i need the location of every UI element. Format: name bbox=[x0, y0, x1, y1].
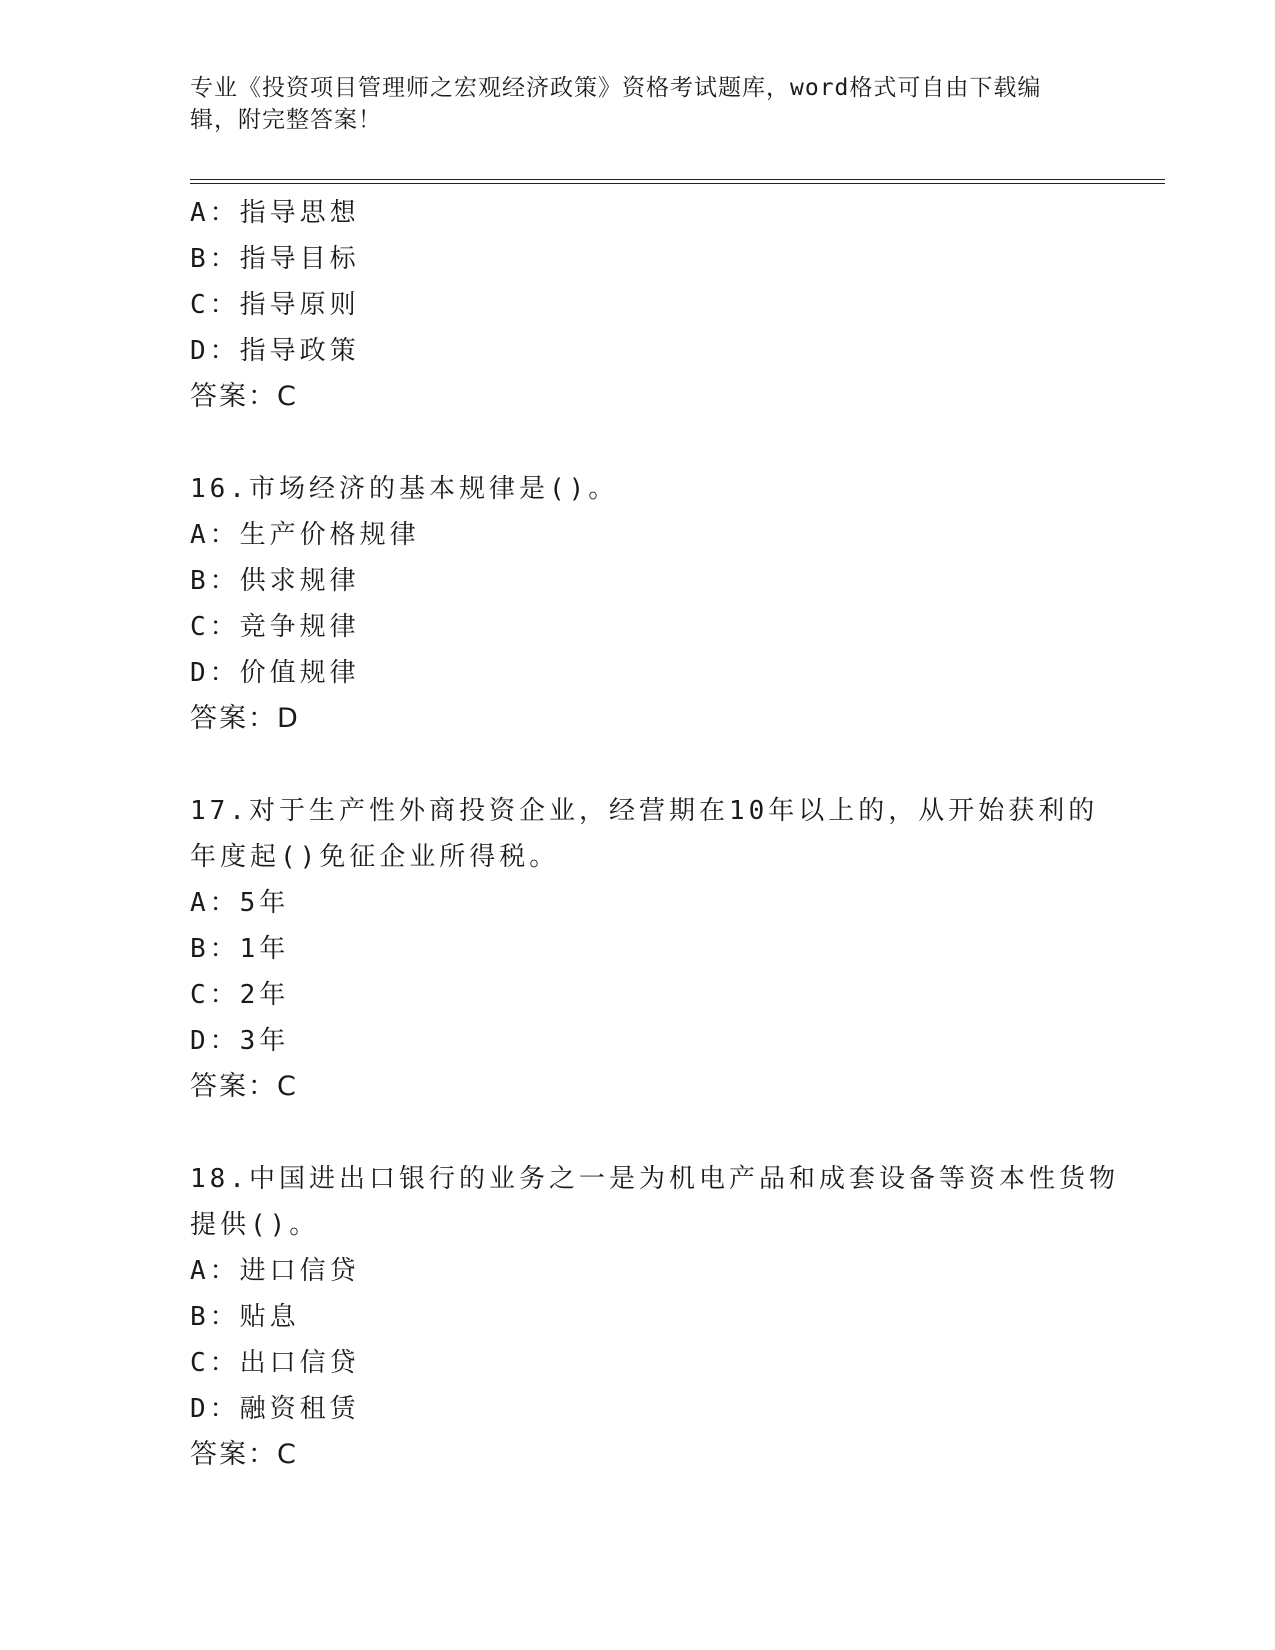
question-17-block bbox=[190, 788, 1099, 1110]
option-b: B：指导目标 bbox=[190, 244, 360, 274]
question-stem-line-2: 年度起()免征企业所得税。 bbox=[190, 842, 560, 872]
option-c: C：竞争规律 bbox=[190, 612, 360, 642]
question-stem-line-2: 提供()。 bbox=[190, 1210, 320, 1240]
document-header bbox=[190, 72, 1090, 136]
spacer bbox=[190, 1110, 1090, 1156]
answer-line: 答案：C bbox=[190, 1071, 298, 1102]
option-d: D：3年 bbox=[190, 1026, 290, 1056]
spacer bbox=[190, 742, 1090, 788]
question-list bbox=[190, 190, 1119, 1478]
option-b: B：供求规律 bbox=[190, 566, 360, 596]
question-15-block bbox=[190, 190, 1090, 420]
option-b: B：1年 bbox=[190, 934, 290, 964]
option-c: C：出口信贷 bbox=[190, 1348, 360, 1378]
option-a: A：进口信贷 bbox=[190, 1256, 360, 1286]
question-18-block bbox=[190, 1156, 1119, 1478]
spacer bbox=[190, 420, 1090, 466]
option-d: D：指导政策 bbox=[190, 336, 360, 366]
option-c: C：指导原则 bbox=[190, 290, 360, 320]
option-d: D：融资租赁 bbox=[190, 1394, 360, 1424]
option-a: A：指导思想 bbox=[190, 198, 360, 228]
header-line-1: 专业《投资项目管理师之宏观经济政策》资格考试题库，word格式可自由下载编 bbox=[190, 75, 1042, 101]
question-stem: 16.市场经济的基本规律是()。 bbox=[190, 474, 619, 504]
header-divider-bottom bbox=[190, 183, 1165, 184]
option-b: B：贴息 bbox=[190, 1302, 300, 1332]
question-stem-line-1: 17.对于生产性外商投资企业，经营期在10年以上的，从开始获利的 bbox=[190, 796, 1099, 826]
answer-line: 答案：D bbox=[190, 703, 300, 734]
header-line-2: 辑，附完整答案！ bbox=[190, 107, 382, 133]
option-d: D：价值规律 bbox=[190, 658, 360, 688]
option-a: A：生产价格规律 bbox=[190, 520, 420, 550]
answer-line: 答案：C bbox=[190, 1439, 298, 1470]
option-a: A：5年 bbox=[190, 888, 290, 918]
question-16-block bbox=[190, 466, 1090, 742]
header-divider-top bbox=[190, 179, 1165, 180]
question-stem-line-1: 18.中国进出口银行的业务之一是为机电产品和成套设备等资本性货物 bbox=[190, 1164, 1119, 1194]
option-c: C：2年 bbox=[190, 980, 290, 1010]
answer-line: 答案：C bbox=[190, 381, 298, 412]
